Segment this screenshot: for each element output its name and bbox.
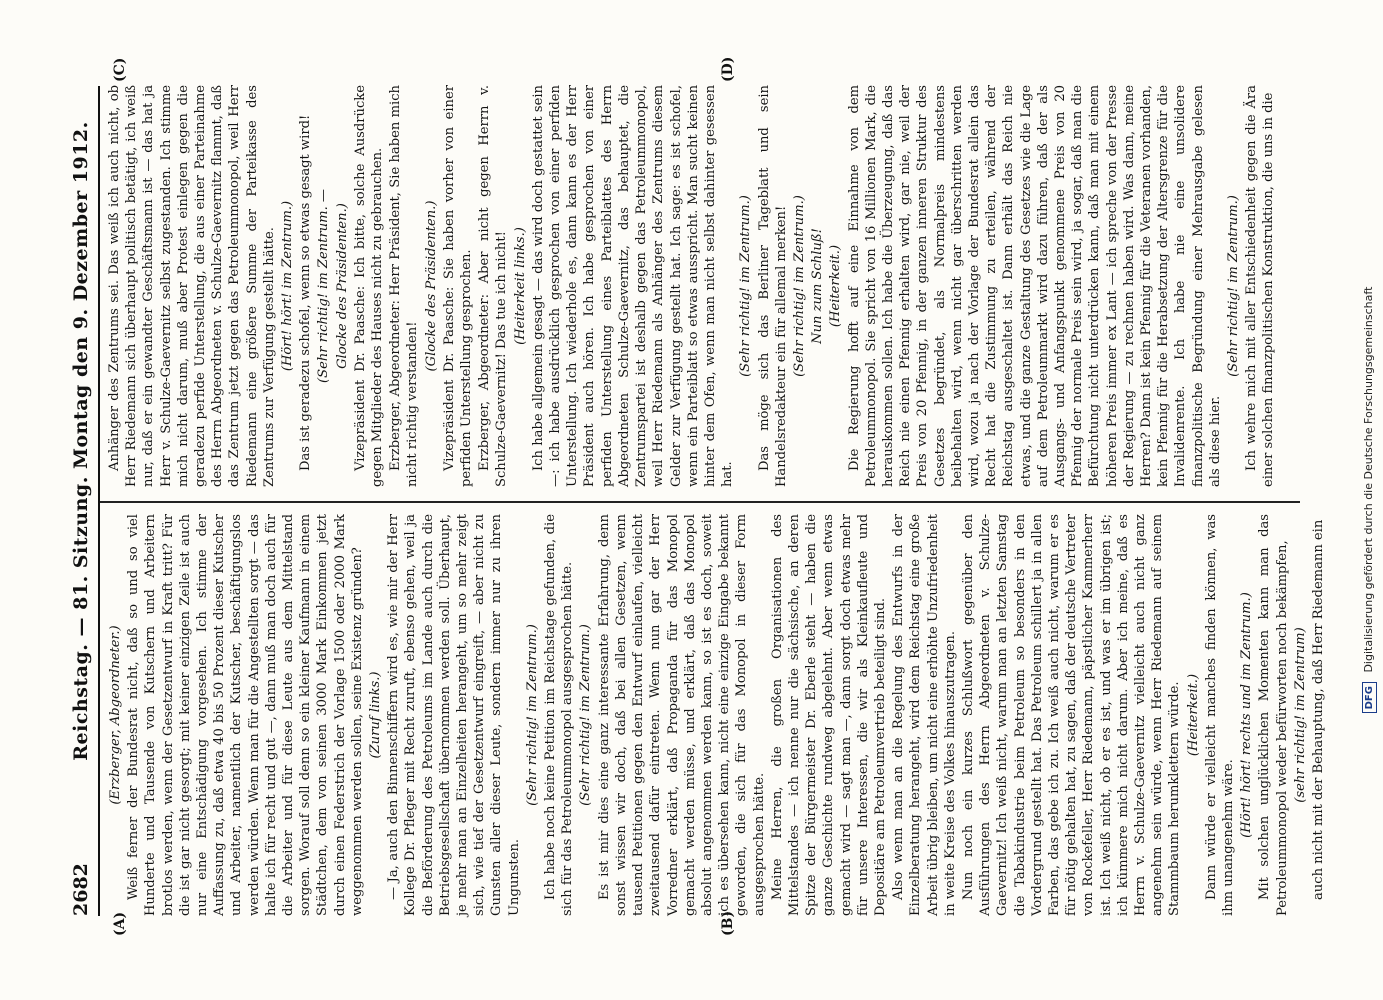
paragraph: Vizepräsident Dr. Paasche: Ich bitte, solche Ausdrücke gegen Mitglieder des Hauses nicht zu gebrauchen.: [352, 85, 386, 487]
interjection: (Glocke des Präsidenten.): [423, 200, 439, 372]
interjection: (Sehr richtig! im Zentrum.): [524, 624, 540, 806]
interjection: (Heiterkeit links.): [512, 227, 528, 345]
page-number: 2682: [70, 863, 92, 916]
interjection: (Sehr richtig! im Zentrum.): [1226, 195, 1241, 377]
interjection: (Zuruf links.): [368, 671, 384, 759]
paragraph: — Ja, auch den Binnenschiffern wird es, wie mir der Herr Kollege Dr. Pfleger mit Recht zuruft, ebenso gehen, weil ja die Beförderung des Petroleums im Lande auch durch die Betriebsgesellschaft übernommen werden soll. Überhaupt, je mehr man an Einzelheiten herangeht, um so mehr zeigt sich, wie tief der Gesetzentwurf eingreift, — aber nicht zu Gunsten aller dieser Leute, sondern immer nur zu ihren Ungunsten.: [386, 514, 522, 916]
paragraph: Weiß ferner der Bundesrat nicht, daß so und so viel Hunderte und Tausende von Kutschern und Arbeitern brotlos werden, wenn der Gesetzentwurf in Kraft tritt? Für die ist gar nicht gesorgt; mit keiner einzigen Zeile ist auch nur eine Entschädigung vorgesehen. Ich stimme der Auffassung zu, daß etwa 40 bis 50 Prozent dieser Kutscher und Arbeiter, namentlich der Kutscher, beschäftigungslos werden würden. Wenn man für die Angestellten sorgt — das halte ich für recht und gut —, dann muß man doch auch für die Arbeiter und für diese Leute aus dem Mittelstand sorgen. Worauf soll denn so ein kleiner Kaufmann in einem Städtchen, dem von seinen 3000 Mark Einkommen jetzt durch einen Federstrich der Vorlage 1500 oder 2000 Mark weggenommen werden sollen, seine Existenz gründen?: [126, 514, 365, 916]
interjection: (Sehr richtig! im Zentrum.): [791, 195, 807, 377]
interjection: (Heiterkeit.): [828, 244, 844, 328]
paragraph: Die Regierung hofft auf eine Einnahme von dem Petroleummonopol. Sie spricht von 16 Millionen Mark, die herauskommen sollen. Ich habe die Überzeugung, daß das Reich nie einen Pfennig erhalten wird, gar nie, weil der Preis von 20 Pfennig, in der ganzen inneren Struktur des Gesetzes begründet, als Normalpreis mindestens beibehalten wird, wenn nicht gar überschritten werden wird, wozu ja nach der Vorlage der Bundesrat allein das Recht hat die Zustimmung zu erteilen, während der Reichstag ausgeschaltet ist. Dann erhält das Reich nie etwas, und die ganze Gestaltung des Gesetzes wie die Lage auf dem Petroleummarkt wird dazu führen, daß der als Ausgangs- und Anfangspunkt genommene Preis von 20 Pfennig der normale Preis sein wird, ja sogar, daß man die Befürchtung nicht unterdrücken kann, daß man mit einem höheren Preis immer ex Lant — ich spreche von der Presse der Regierung — zu rechnen haben wird. Was dann, meine Herren? Dann ist kein Pfennig für die Veteranen vorhanden, kein Pfennig für die Herabsetzung der Altersgrenze für die Invalidenrente. Ich habe nie eine unsolidere finanzpolitische Begründung einer Mehrausgabe gelesen als diese hier.: [846, 85, 1223, 487]
paragraph: Also wenn man an die Regelung des Entwurfs in der Einzelberatung herangeht, wird dem Reichstag eine große Arbeit übrig bleiben, um nicht eine erhöhte Unzufriedenheit in weite Kreise des Volkes hinauszutragen.: [891, 514, 958, 916]
paragraph: Es ist mir dies eine ganz interessante Erfahrung, denn sonst wissen wir doch, daß bei allen Gesetzen, wenn tausend Petitionen gegen den Entwurf einlaufen, vielleicht zweitausend dafür eintreten. Wenn nun gar der Herr Vorredner erklärt, daß Propaganda für das Monopol gemacht werden müsse, und erklärt, daß das Monopol absolut angenommen werden kann, so ist es doch, soweit ich es übersehen kann, nicht eine einzige Eingabe bekannt geworden, die sich für das Monopol in dieser Form ausgesprochen hätte.: [596, 514, 767, 916]
paragraph: Nun zum Schluß!: [810, 228, 826, 344]
margin-marker-a: (A): [112, 911, 128, 936]
paragraph: Ich habe allgemein gesagt — das wird doch gestattet sein —: ich habe ausdrücklich gesprochen von einer perfiden Unterstellung. Ich wiederhole es, dann kann es der Herr Präsident auch hören. Ich habe gesprochen von einer perfiden Unterstellung eines Parteiblattes des Herrn Abgeordneten Schulze-Gaevernitz, das behauptet, die Zentrumspartei ist deshalb gegen das Petroleummonopol, weil Herr Riedemann als Anhänger des Zentrums diesem Gelder zur Verfügung gestellt hat. Ich sage: es ist schofel, wenn ein Parteiblatt so etwas ausspricht. Man sucht keinen hinter dem Ofen, wenn man nicht selbst dahinter gesessen hat.: [530, 85, 736, 487]
paragraph: Ich wehre mich mit aller Entschiedenheit gegen die Ära einer solchen finanzpolitischen Konstruktion, die uns in die: [1244, 85, 1277, 487]
left-text-column: [106, 514, 1327, 916]
column-divider: [100, 501, 1300, 503]
interjection: Glocke des Präsidenten.): [334, 203, 350, 369]
interjection: (Heiterkeit.): [1185, 673, 1201, 757]
speaker-note: (Erzberger, Abgeordneter.): [108, 625, 123, 805]
paragraph: Das ist geradezu schofel, wenn so etwas gesagt wird!: [298, 114, 314, 471]
right-text-column: [106, 85, 1296, 487]
paragraph: Dann würde er vielleicht manches finden können, was ihm unangenehm wäre.: [1203, 514, 1236, 916]
margin-marker-b: (B): [720, 910, 736, 936]
margin-marker-d: (D): [720, 56, 736, 82]
paragraph: Das möge sich das Berliner Tageblatt und sein Handelsredakteur ein für allemal merken!: [756, 85, 789, 487]
paragraph: Mit solchen unglücklichen Momenten kann man das Petroleummonopol weder befürworten noch bekämpfen,: [1257, 514, 1290, 916]
margin-marker-c: (C): [112, 57, 128, 82]
paragraph: Nun noch ein kurzes Schlußwort gegenüber den Ausführungen des Herrn Abgeordneten v. Schulze-Gaevernitz! Ich weiß nicht, warum man an letzten Samstag die Tabakindustrie beim Petroleum so besonders in den Vordergrund gestellt hat. Das Petroleum schillert ja in allen Farben, das gebe ich zu. Ich weiß auch nicht, warum er es für nötig gehalten hat, zu sagen, daß der deutsche Vertreter von Rockefeller, Herr Riedemann, päpstlicher Kammerherr ist. Ich weiß nicht, ob er es ist, und was er im übrigen ist; ich kümmere mich nicht darum. Aber ich meine, daß es Herrn v. Schulze-Gaevernitz vielleicht auch nicht ganz angenehm sein würde, wenn Herr Riedemann auf seinem Stammbaum herumklettern würde.: [960, 514, 1183, 916]
page-title: Reichstag. — 81. Sitzung. Montag den 9. Dezember 1912.: [70, 121, 92, 761]
digitization-credit: [1362, 0, 1377, 1000]
paragraph: Erzberger, Abgeordneter: Herr Präsident, Sie haben mich nicht richtig verstanden!: [388, 85, 421, 487]
interjection: (Sehr richtig! im Zentrum.): [578, 624, 594, 806]
paragraph: Ich habe noch keine Petition im Reichstage gefunden, die sich für das Petroleummonopol ausgesprochen hätte.: [543, 514, 576, 916]
paragraph: Meine Herren, die großen Organisationen des Mittelstandes — ich nenne nur die sächsische, an deren Spitze der Bürgermeister Dr. Eberle steht — haben die ganze Geschichte rundweg abgelehnt. Aber wenn etwas gemacht wird — sagt man —, dann sorgt doch etwas mehr für unsere Interessen, die wir als Kleinkaufleute und Depositäre am Petroleumvertrieb beteiligt sind.: [769, 514, 888, 916]
running-head: [70, 86, 100, 916]
dfg-logo: DFG: [1362, 682, 1377, 713]
paragraph: Anhänger des Zentrums sei. Das weiß ich auch nicht, ob Herr Riedemann sich überhaupt politisch betätigt, ich weiß nur, daß er ein gewandter Geschäftsmann ist — das hat ja Herr v. Schulze-Gaevernitz selbst zugestanden. Ich stimme mich nicht darum, muß aber Protest einlegen gegen die geradezu perfide Unterstellung, die aus einer Parteinahme des Herrn Abgeordneten v. Schulze-Gaevernitz flammt, daß das Zentrum jetzt gegen das Petroleummonopol, weil Herr Riedemann eine größere Summe der Parteikasse des Zentrums zur Verfügung gestellt hätte.: [107, 85, 277, 487]
interjection: (Hört! hört! rechts und im Zentrum.): [1239, 592, 1255, 838]
paragraph: Erzberger, Abgeordneter: Aber nicht gegen Herrn v. Schulze-Gaevernitz! Das tue ich nicht!: [477, 85, 510, 487]
credit-text: Digitalisierung gefördert durch die Deutsche Forschungsgemeinschaft: [1362, 286, 1375, 673]
paragraph: Vizepräsident Dr. Paasche: Sie haben vorher von einer perfiden Unterstellung gesprochen.: [441, 85, 475, 487]
interjection: (Hört! hört! im Zentrum.): [280, 200, 296, 372]
interjection: (Sehr richtig! im Zentrum.): [738, 195, 754, 377]
interjection: (Sehr richtig! im Zentrum. —: [316, 189, 332, 383]
interjection: (sehr richtig! im Zentrum): [1292, 627, 1308, 803]
paragraph: auch nicht mit der Behauptung, daß Herr Riedemann ein: [1311, 519, 1327, 900]
